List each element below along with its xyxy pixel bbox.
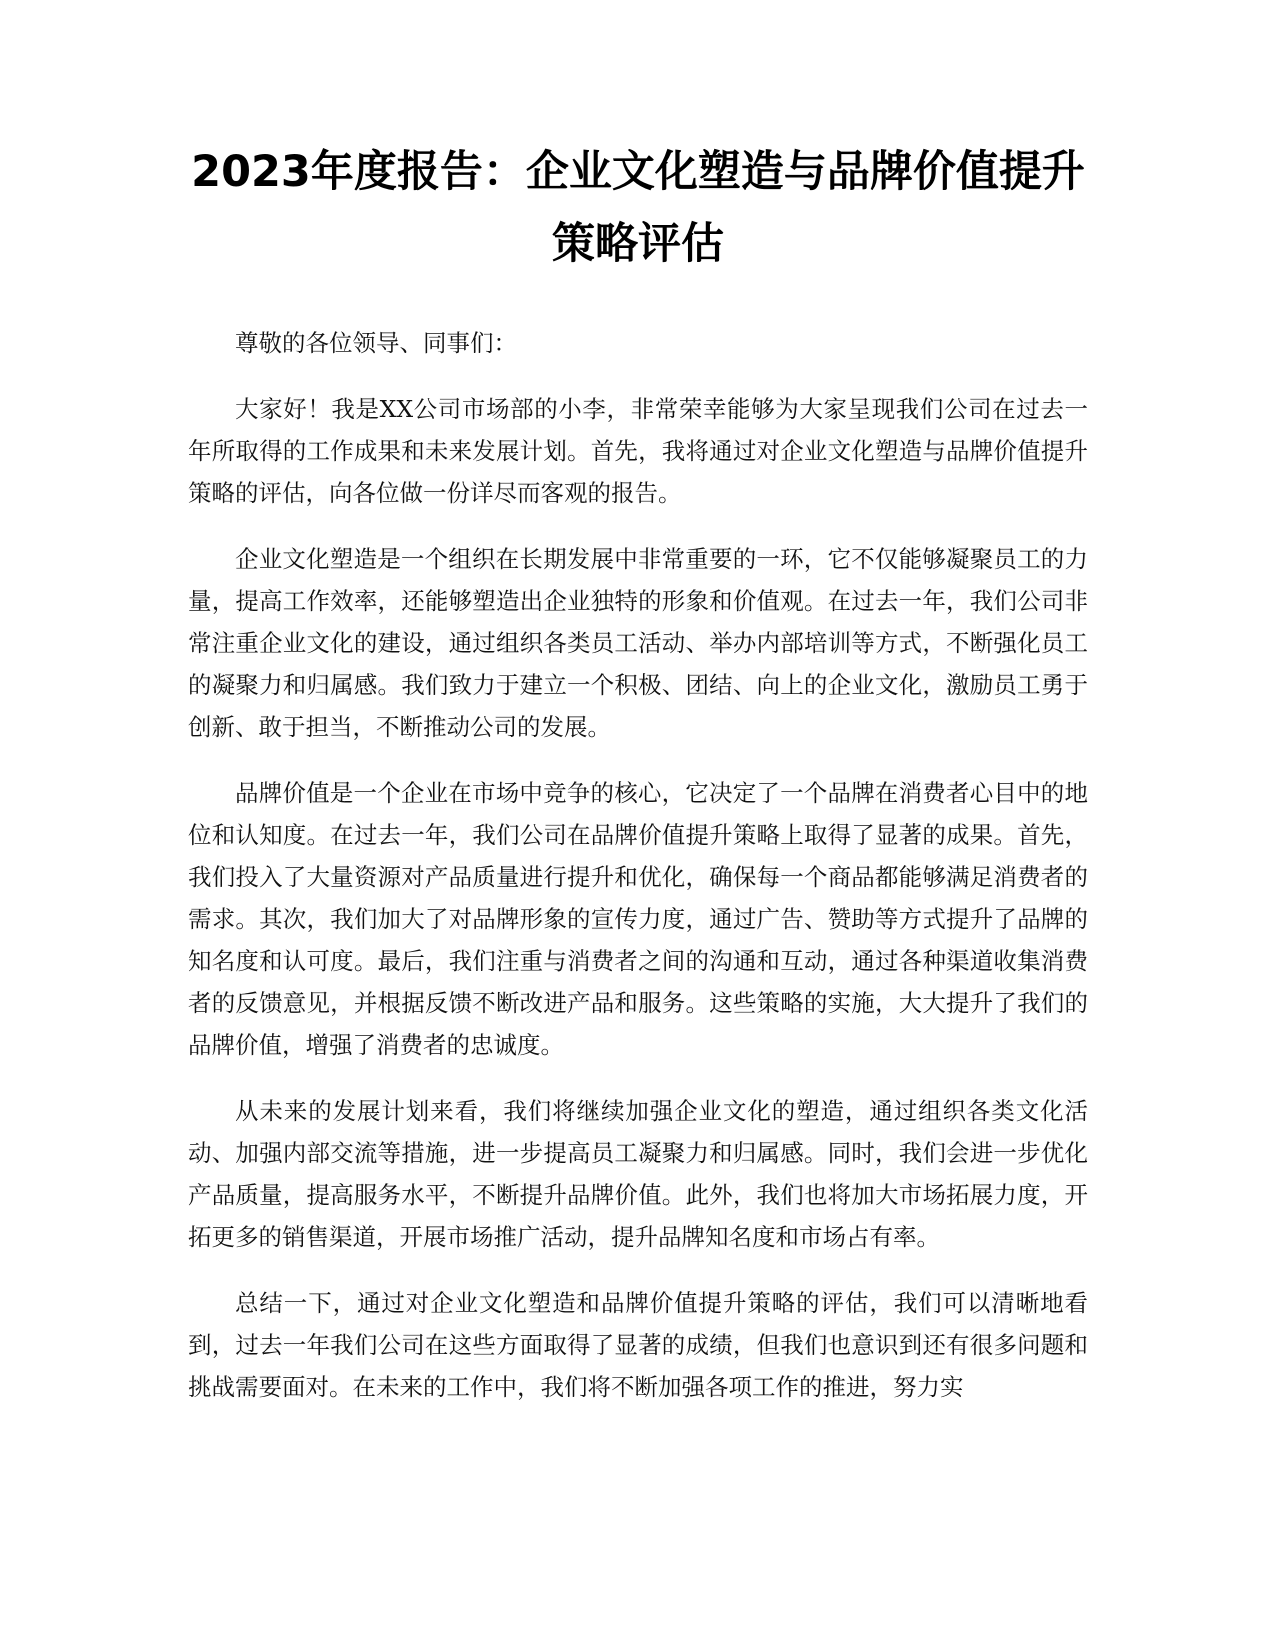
culture-paragraph: 企业文化塑造是一个组织在长期发展中非常重要的一环，它不仅能够凝聚员工的力量，提高工作效率，还能够塑造出企业独特的形象和价值观。在过去一年，我们公司非常注重企业文化的建设，通过组织各类员工活动、举办内部培训等方式，不断强化员工的凝聚力和归属感。我们致力于建立一个积极、团结、向上的企业文化，激励员工勇于创新、敢于担当，不断推动公司的发展。 xyxy=(188,545,1088,741)
salutation-paragraph: 尊敬的各位领导、同事们： xyxy=(235,329,517,357)
intro-paragraph: 大家好！我是XX公司市场部的小李，非常荣幸能够为大家呈现我们公司在过去一年所取得的工作成果和未来发展计划。首先，我将通过对企业文化塑造与品牌价值提升策略的评估，向各位做一份详尽而客观的报告。 xyxy=(188,395,1088,507)
summary-paragraph: 总结一下，通过对企业文化塑造和品牌价值提升策略的评估，我们可以清晰地看到，过去一年我们公司在这些方面取得了显著的成绩，但我们也意识到还有很多问题和挑战需要面对。在未来的工作中，我们将不断加强各项工作的推进，努力实 xyxy=(188,1289,1088,1401)
document-title: 2023年度报告：企业文化塑造与品牌价值提升策略评估 xyxy=(191,147,1085,269)
document-body xyxy=(188,322,1088,1432)
future-plan-paragraph: 从未来的发展计划来看，我们将继续加强企业文化的塑造，通过组织各类文化活动、加强内部交流等措施，进一步提高员工凝聚力和归属感。同时，我们会进一步优化产品质量，提高服务水平，不断提升品牌价值。此外，我们也将加大市场拓展力度，开拓更多的销售渠道，开展市场推广活动，提升品牌知名度和市场占有率。 xyxy=(188,1097,1088,1251)
brand-value-paragraph: 品牌价值是一个企业在市场中竞争的核心，它决定了一个品牌在消费者心目中的地位和认知度。在过去一年，我们公司在品牌价值提升策略上取得了显著的成果。首先，我们投入了大量资源对产品质量进行提升和优化，确保每一个商品都能够满足消费者的需求。其次，我们加大了对品牌形象的宣传力度，通过广告、赞助等方式提升了品牌的知名度和认可度。最后，我们注重与消费者之间的沟通和互动，通过各种渠道收集消费者的反馈意见，并根据反馈不断改进产品和服务。这些策略的实施，大大提升了我们的品牌价值，增强了消费者的忠诚度。 xyxy=(188,779,1088,1059)
